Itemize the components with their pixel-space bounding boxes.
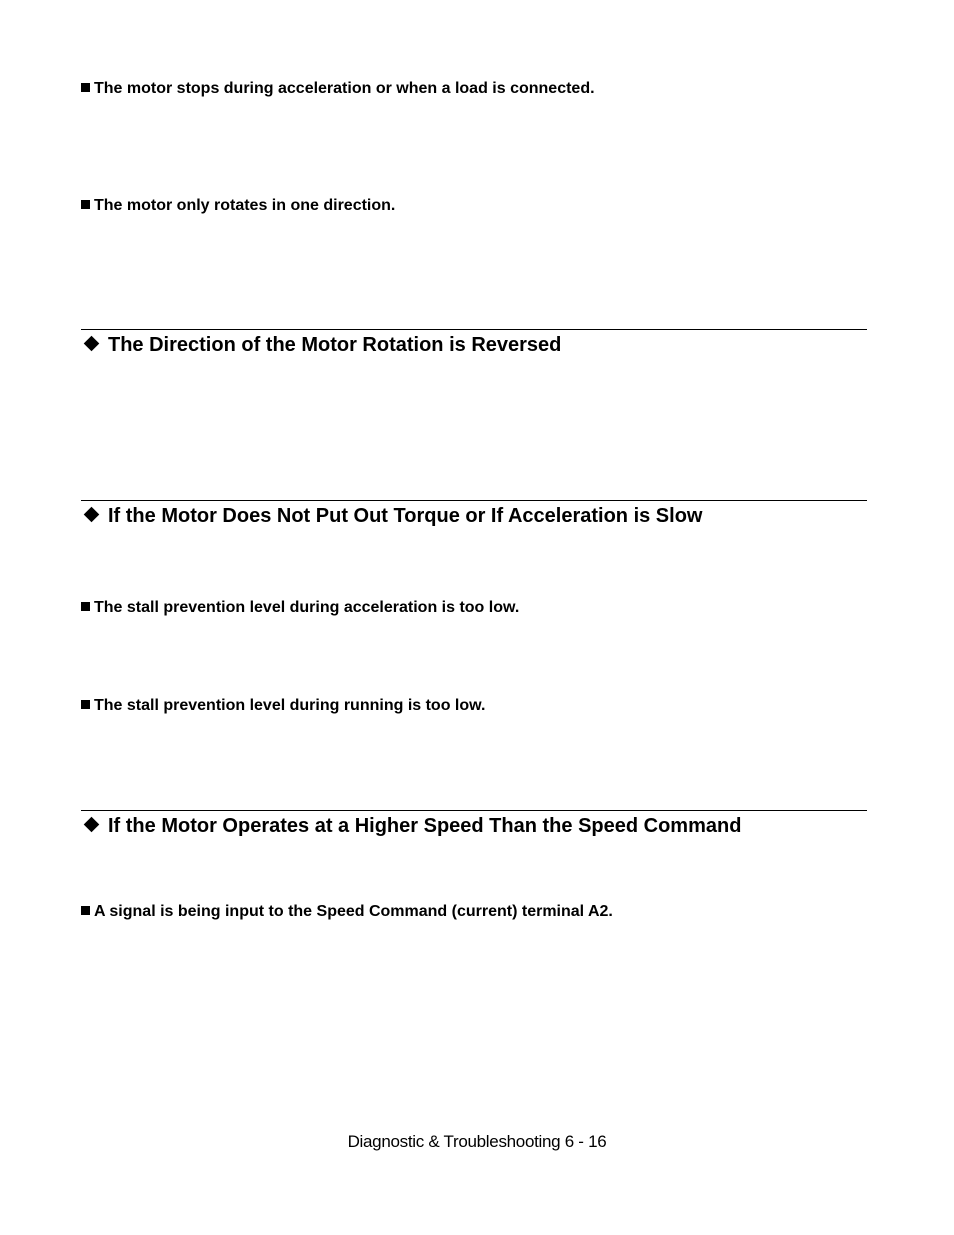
- item-text: The stall prevention level during acceleration is too low.: [94, 599, 520, 616]
- item-signal-a2: [81, 902, 613, 922]
- item-stall-accel: [81, 598, 519, 618]
- square-bullet-icon: [81, 83, 90, 92]
- square-bullet-icon: [81, 700, 90, 709]
- diamond-bullet-icon: [84, 336, 100, 352]
- diamond-bullet-icon: [84, 507, 100, 523]
- heading-text: If the Motor Operates at a Higher Speed Than the Speed Command: [108, 815, 742, 837]
- square-bullet-icon: [81, 200, 90, 209]
- section-heading-higher-speed: [81, 814, 741, 838]
- item-stall-running: [81, 696, 485, 716]
- section-divider: [81, 329, 867, 330]
- diamond-bullet-icon: [84, 817, 100, 833]
- item-text: A signal is being input to the Speed Command (current) terminal A2.: [94, 903, 613, 920]
- item-motor-stops: [81, 79, 595, 99]
- item-text: The motor only rotates in one direction.: [94, 197, 396, 214]
- section-divider: [81, 500, 867, 501]
- item-text: The motor stops during acceleration or when a load is connected.: [94, 80, 595, 97]
- section-heading-direction-reversed: [81, 333, 561, 357]
- square-bullet-icon: [81, 906, 90, 915]
- section-heading-torque-acceleration: [81, 504, 702, 528]
- square-bullet-icon: [81, 602, 90, 611]
- item-text: The stall prevention level during running is too low.: [94, 697, 486, 714]
- section-divider: [81, 810, 867, 811]
- heading-text: The Direction of the Motor Rotation is Reversed: [108, 334, 562, 356]
- item-one-direction: [81, 196, 395, 216]
- page-footer: Diagnostic & Troubleshooting 6 - 16: [347, 1132, 607, 1151]
- heading-text: If the Motor Does Not Put Out Torque or If Acceleration is Slow: [108, 505, 703, 527]
